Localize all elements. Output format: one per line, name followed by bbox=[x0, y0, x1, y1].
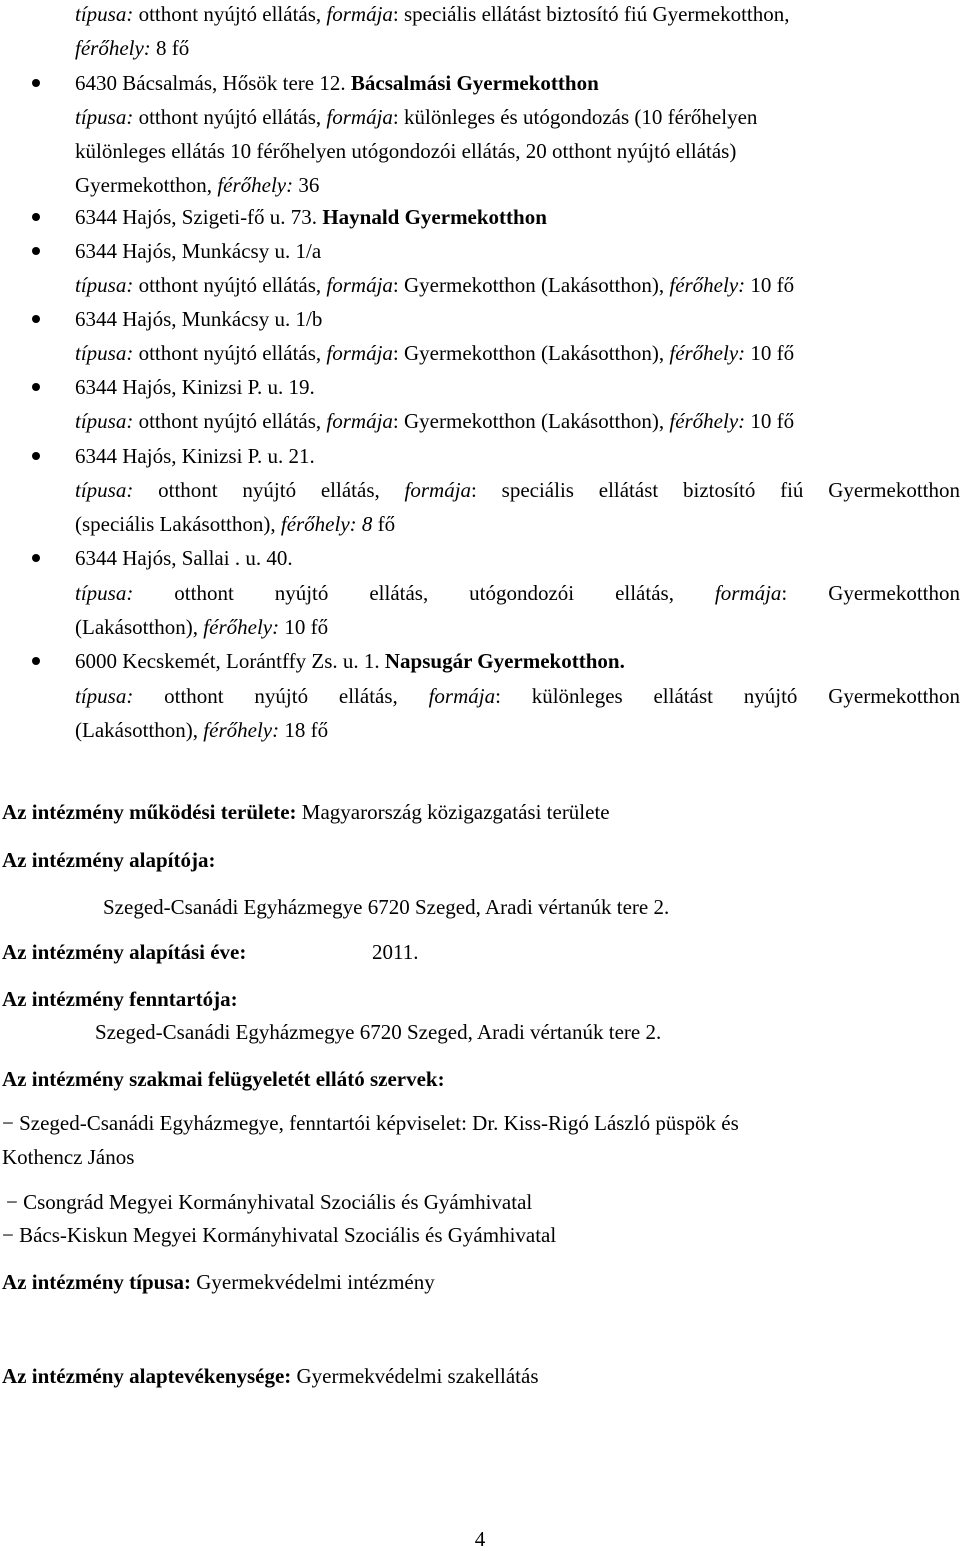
field-label: Az intézmény fenntartója: bbox=[2, 987, 238, 1011]
address: 6430 Bácsalmás, Hősök tere 12. bbox=[75, 71, 346, 95]
supervisor-item bbox=[6, 1190, 532, 1214]
item-6-details bbox=[75, 478, 960, 502]
label-formaja: formája bbox=[326, 2, 393, 26]
label-formaja: formája bbox=[326, 105, 393, 129]
core-activity bbox=[2, 1364, 539, 1388]
text: : Gyermekotthon (Lakásotthon), bbox=[392, 273, 665, 297]
text: otthont nyújtó ellátás, bbox=[138, 2, 322, 26]
bullet-icon bbox=[32, 657, 40, 665]
text: 36 bbox=[298, 173, 320, 197]
label-tipusa: típusa: bbox=[75, 581, 134, 605]
field-value: Szeged-Csanádi Egyházmegye 6720 Szeged, Aradi vértanúk tere 2. bbox=[95, 1020, 662, 1044]
text: : különleges és utógondozás (10 férőhelyen bbox=[392, 105, 758, 129]
institution-type bbox=[2, 1270, 435, 1294]
label-tipusa: típusa: bbox=[75, 2, 134, 26]
item-3-address bbox=[75, 239, 321, 263]
text: 10 fő bbox=[750, 273, 795, 297]
label-tipusa: típusa: bbox=[75, 273, 134, 297]
item-1-line-4 bbox=[75, 173, 319, 197]
label-ferohely: férőhely: bbox=[203, 615, 280, 639]
text: otthont nyújtó ellátás, bbox=[158, 478, 380, 502]
supervisors-label bbox=[2, 1067, 445, 1091]
address: 6344 Hajós, Szigeti-fő u. 73. bbox=[75, 205, 318, 229]
text: : Gyermekotthon (Lakásotthon), bbox=[392, 341, 665, 365]
label-ferohely: férőhely: bbox=[203, 718, 280, 742]
field-value: Magyarország közigazgatási területe bbox=[301, 800, 610, 824]
field-label: Az intézmény szakmai felügyeletét ellátó szervek: bbox=[2, 1067, 445, 1091]
item-3-details bbox=[75, 273, 794, 297]
field-label: Az intézmény típusa: bbox=[2, 1270, 191, 1294]
bullet-icon bbox=[32, 452, 40, 460]
supervisor-item-cont bbox=[2, 1145, 134, 1169]
field-label: Az intézmény alapítója: bbox=[2, 848, 216, 872]
dash-icon: − bbox=[6, 1190, 18, 1214]
field-value: Bács-Kiskun Megyei Kormányhivatal Szociális és Gyámhivatal bbox=[19, 1223, 557, 1247]
dash-icon: − bbox=[2, 1111, 14, 1135]
text: Gyermekotthon, bbox=[75, 173, 213, 197]
item-1-line-3 bbox=[75, 139, 736, 163]
text: : Gyermekotthon bbox=[781, 581, 960, 605]
item-7-details bbox=[75, 581, 960, 605]
text: (Lakásotthon), bbox=[75, 615, 199, 639]
label-ferohely: férőhely: bbox=[669, 341, 746, 365]
item-5-details bbox=[75, 409, 794, 433]
text: otthont nyújtó ellátás, bbox=[138, 273, 322, 297]
field-value: Csongrád Megyei Kormányhivatal Szociális és Gyámhivatal bbox=[23, 1190, 533, 1214]
bullet-icon bbox=[32, 383, 40, 391]
text: : Gyermekotthon (Lakásotthon), bbox=[392, 409, 665, 433]
field-value: Szeged-Csanádi Egyházmegye 6720 Szeged, Aradi vértanúk tere 2. bbox=[103, 895, 670, 919]
field-value: Kothencz János bbox=[2, 1145, 135, 1169]
operating-area bbox=[2, 800, 610, 824]
maintainer-value bbox=[95, 1020, 661, 1044]
institution-name: Bácsalmási Gyermekotthon bbox=[350, 71, 599, 95]
text: otthont nyújtó ellátás, bbox=[138, 341, 322, 365]
label-ferohely: férőhely: bbox=[669, 409, 746, 433]
field-value: Gyermekvédelmi szakellátás bbox=[296, 1364, 539, 1388]
label-formaja: formája bbox=[714, 581, 782, 605]
text: 18 fő bbox=[284, 718, 329, 742]
label-formaja: formája bbox=[404, 478, 472, 502]
text: otthont nyújtó ellátás, bbox=[138, 409, 322, 433]
label-tipusa: típusa: bbox=[75, 684, 134, 708]
page-number: 4 bbox=[474, 1527, 486, 1551]
field-label: Az intézmény működési területe: bbox=[2, 800, 297, 824]
item-8-address bbox=[75, 649, 625, 673]
founding-year bbox=[2, 940, 246, 964]
item-2-address bbox=[75, 205, 547, 229]
field-value: 2011. bbox=[372, 940, 419, 964]
text: 10 fő bbox=[750, 341, 795, 365]
institution-name: Napsugár Gyermekotthon. bbox=[384, 649, 625, 673]
text: különleges ellátás 10 férőhelyen utógondozói ellátás, 20 otthont nyújtó ellátás) bbox=[75, 139, 737, 163]
maintainer-label bbox=[2, 987, 238, 1011]
address: 6344 Hajós, Munkácsy u. 1/a bbox=[75, 239, 322, 263]
bullet-icon bbox=[32, 79, 40, 87]
field-value: Gyermekvédelmi intézmény bbox=[196, 1270, 435, 1294]
text: otthont nyújtó ellátás, bbox=[164, 684, 398, 708]
text: 8 fő bbox=[156, 36, 190, 60]
address: 6344 Hajós, Munkácsy u. 1/b bbox=[75, 307, 323, 331]
bullet-icon bbox=[32, 213, 40, 221]
field-label: Az intézmény alapítási éve: bbox=[2, 940, 247, 964]
address: 6344 Hajós, Sallai . u. 40. bbox=[75, 546, 293, 570]
founder-label bbox=[2, 848, 215, 872]
bullet-icon bbox=[32, 315, 40, 323]
label-formaja: formája bbox=[326, 409, 393, 433]
item-8-details-2 bbox=[75, 718, 328, 742]
item-4-details bbox=[75, 341, 794, 365]
text: otthont nyújtó ellátás, bbox=[138, 105, 322, 129]
item-8-details bbox=[75, 684, 960, 708]
founder-value bbox=[103, 895, 669, 919]
text: (Lakásotthon), bbox=[75, 718, 199, 742]
label-ferohely: férőhely: bbox=[669, 273, 746, 297]
header-line-1 bbox=[75, 2, 790, 26]
field-label: Az intézmény alaptevékenysége: bbox=[2, 1364, 292, 1388]
address: 6000 Kecskemét, Lorántffy Zs. u. 1. bbox=[75, 649, 380, 673]
label-ferohely: férőhely: bbox=[280, 512, 357, 536]
text: 10 fő bbox=[750, 409, 795, 433]
item-6-details-2 bbox=[75, 512, 395, 536]
bullet-icon bbox=[32, 554, 40, 562]
label-tipusa: típusa: bbox=[75, 105, 134, 129]
item-1-line-2 bbox=[75, 105, 757, 129]
supervisor-item bbox=[2, 1223, 556, 1247]
text: otthont nyújtó ellátás, utógondozói ellátás, bbox=[174, 581, 674, 605]
label-tipusa: típusa: bbox=[75, 478, 134, 502]
supervisor-item bbox=[2, 1111, 739, 1135]
label-formaja: formája bbox=[428, 684, 496, 708]
text: 8 bbox=[361, 512, 373, 536]
text: (speciális Lakásotthon), bbox=[75, 512, 276, 536]
item-7-address bbox=[75, 546, 293, 570]
dash-icon: − bbox=[2, 1223, 14, 1247]
header-line-2 bbox=[75, 36, 189, 60]
item-6-address bbox=[75, 444, 315, 468]
text: fő bbox=[377, 512, 396, 536]
founding-year-value bbox=[372, 940, 418, 964]
item-1-address bbox=[75, 71, 599, 95]
address: 6344 Hajós, Kinizsi P. u. 19. bbox=[75, 375, 315, 399]
label-formaja: formája bbox=[326, 273, 393, 297]
text: : speciális ellátást biztosító fiú Gyermekotthon, bbox=[392, 2, 790, 26]
label-tipusa: típusa: bbox=[75, 341, 134, 365]
text: : különleges ellátást nyújtó Gyermekotthon bbox=[495, 684, 960, 708]
institution-name: Haynald Gyermekotthon bbox=[322, 205, 547, 229]
address: 6344 Hajós, Kinizsi P. u. 21. bbox=[75, 444, 315, 468]
label-formaja: formája bbox=[326, 341, 393, 365]
field-value: Szeged-Csanádi Egyházmegye, fenntartói képviselet: Dr. Kiss-Rigó László püspök és bbox=[19, 1111, 739, 1135]
text: 10 fő bbox=[284, 615, 329, 639]
label-ferohely: férőhely: bbox=[75, 36, 151, 60]
label-ferohely: férőhely: bbox=[217, 173, 294, 197]
bullet-icon bbox=[32, 247, 40, 255]
label-tipusa: típusa: bbox=[75, 409, 134, 433]
item-5-address bbox=[75, 375, 315, 399]
item-7-details-2 bbox=[75, 615, 328, 639]
text: : speciális ellátást biztosító fiú Gyermekotthon bbox=[471, 478, 960, 502]
item-4-address bbox=[75, 307, 322, 331]
